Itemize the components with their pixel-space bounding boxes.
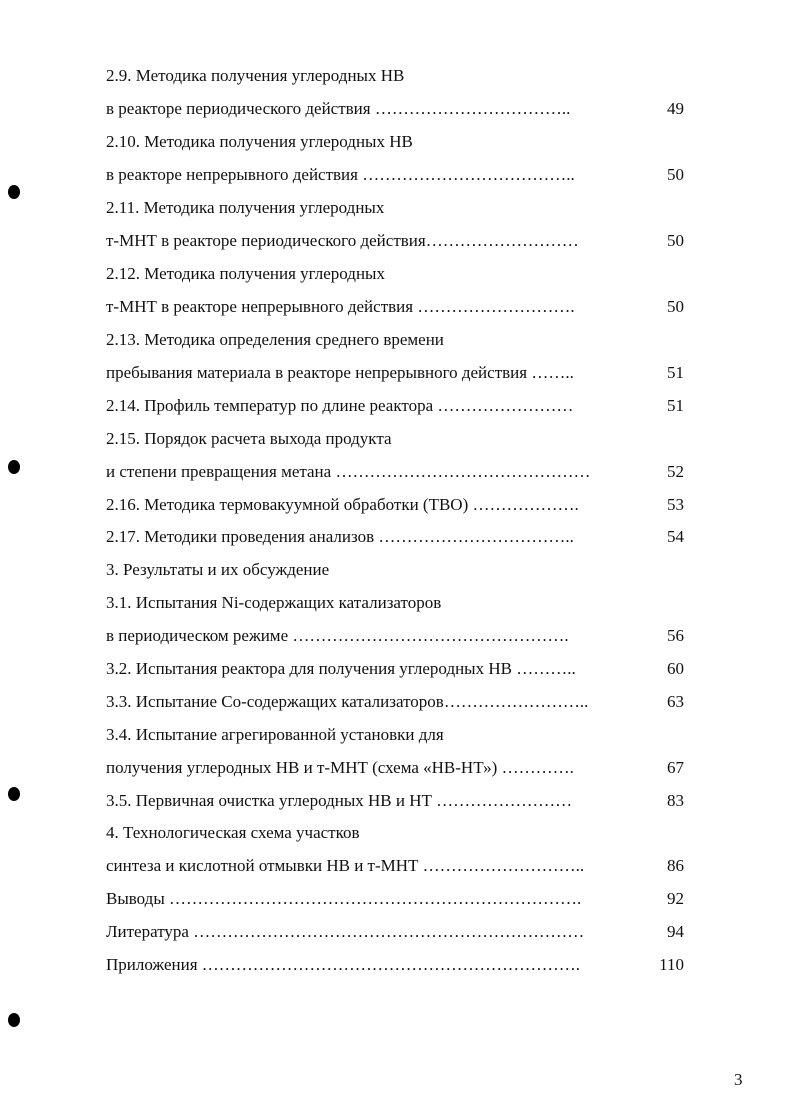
toc-page-number: 51 [667,396,684,415]
toc-entry-text: Выводы ………………………………………………………………. [106,889,582,908]
toc-page-number: 94 [667,922,684,941]
toc-line [106,758,684,778]
toc-line [106,132,684,152]
toc-entry-text: синтеза и кислотной отмывки НВ и т-МНТ ……………………….. [106,856,585,875]
toc-line [106,955,684,975]
toc-entry-text: 2.13. Методика определения среднего времени [106,330,444,349]
toc-entry-text: в периодическом режиме …………………………………………. [106,626,569,645]
toc-entry-text: 2.15. Порядок расчета выхода продукта [106,429,392,448]
toc-line [106,593,684,613]
toc-line [106,560,684,580]
toc-entry-text: 2.16. Методика термовакуумной обработки (ТВО) ………………. [106,495,579,514]
toc-line [106,823,684,843]
toc-page-number: 52 [667,462,684,481]
toc-page-number: 50 [667,231,684,250]
page-number: 3 [734,1070,743,1089]
toc-entry-text: 3. Результаты и их обсуждение [106,560,330,579]
toc-page-number: 50 [667,297,684,316]
toc-line [106,495,684,515]
toc-page-number: 67 [667,758,684,777]
toc-line [106,889,684,909]
toc-entry-text: 3.4. Испытание агрегированной установки для [106,725,444,744]
toc-entry-text: 3.3. Испытание Co-содержащих катализаторов…………………….. [106,692,589,711]
toc-page-number: 56 [667,626,684,645]
toc-line [106,462,684,482]
toc-entry-text: 4. Технологическая схема участков [106,823,360,842]
toc-entry-text: 2.9. Методика получения углеродных НВ [106,66,405,85]
toc-page-number: 54 [667,527,684,546]
toc-page-number: 86 [667,856,684,875]
toc-entry-text: получения углеродных НВ и т-МНТ (схема «НВ-НТ») …………. [106,758,574,777]
toc-line [106,363,684,383]
toc-page-number: 51 [667,363,684,382]
toc-entry-text: Литература …………………………………………………………… [106,922,585,941]
toc-entry-text: 3.5. Первичная очистка углеродных НВ и НТ …………………… [106,791,573,810]
toc-line [106,922,684,942]
toc-line [106,99,684,119]
toc-line [106,396,684,416]
toc-line [106,527,684,547]
toc-line [106,692,684,712]
toc-page-number: 92 [667,889,684,908]
toc-line [106,791,684,811]
toc-entry-text: 3.1. Испытания Ni-содержащих катализаторов [106,593,442,612]
toc-line [106,198,684,218]
toc-entry-text: 3.2. Испытания реактора для получения углеродных НВ ……….. [106,659,576,678]
toc-entry-text: т-МНТ в реакторе периодического действия……………………… [106,231,579,250]
toc-entry-text: и степени превращения метана ……………………………………… [106,462,591,481]
toc-line [106,297,684,317]
toc-entry-text: в реакторе периодического действия …………………………….. [106,99,571,118]
toc-entry-text: т-МНТ в реакторе непрерывного действия ………………………. [106,297,575,316]
toc-page-number: 63 [667,692,684,711]
toc-entry-text: 2.12. Методика получения углеродных [106,264,385,283]
toc-entry-text: 2.17. Методики проведения анализов …………………………….. [106,527,574,546]
toc-line [106,856,684,876]
toc-entry-text: 2.14. Профиль температур по длине реактора …………………… [106,396,574,415]
toc-line [106,626,684,646]
binder-hole-mark [8,787,20,801]
toc-line [106,659,684,679]
toc-page-number: 50 [667,165,684,184]
toc-entry-text: в реакторе непрерывного действия ……………………………….. [106,165,575,184]
binder-hole-mark [8,460,20,474]
toc-page-number: 83 [667,791,684,810]
toc-entry-text: пребывания материала в реакторе непрерывного действия …….. [106,363,574,382]
toc-line [106,231,684,251]
binder-hole-mark [8,1013,20,1027]
toc-entry-text: 2.11. Методика получения углеродных [106,198,385,217]
toc-page-number: 53 [667,495,684,514]
toc-line [106,66,684,86]
binder-hole-mark [8,185,20,199]
toc-entry-text: 2.10. Методика получения углеродных НВ [106,132,413,151]
toc-line [106,165,684,185]
toc-entry-text: Приложения …………………………………………………………. [106,955,581,974]
toc-page-number: 49 [667,99,684,118]
toc-page-number: 60 [667,659,684,678]
toc-line [106,725,684,745]
toc-line [106,429,684,449]
toc-page-number: 110 [659,955,684,974]
toc-line [106,330,684,350]
toc-line [106,264,684,284]
